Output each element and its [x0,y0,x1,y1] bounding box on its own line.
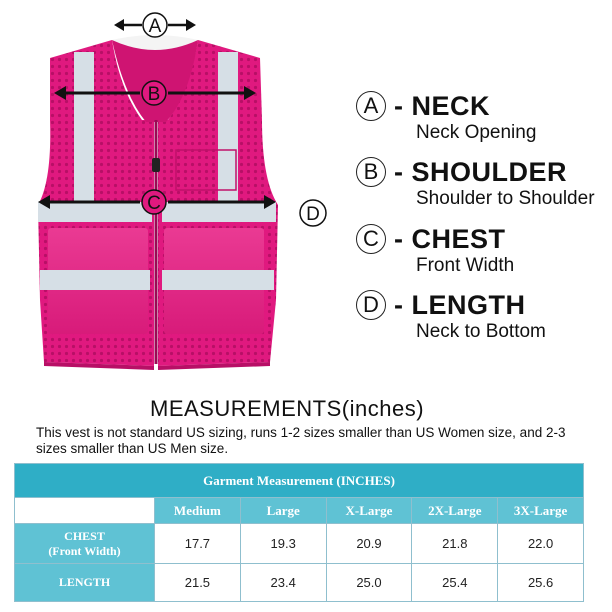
vest-illustration [0,0,300,400]
legend-shoulder [356,154,595,210]
legend-letter-b: B [356,157,386,187]
chest-large: 19.3 [240,524,326,564]
right-vertical-reflective-strip [218,52,238,202]
legend-letter-c: C [356,224,386,254]
legend-name-length: - LENGTH [394,289,526,320]
size-header-x-large: X-Large [326,498,412,524]
legend-name-chest: - CHEST [394,223,506,254]
upper-reflective-band-right [162,202,276,222]
legend-letter-a: A [356,91,386,121]
size-header-large: Large [240,498,326,524]
svg-text:B: B [147,84,161,105]
row-label-length: LENGTH [58,575,111,589]
length-large: 23.4 [240,564,326,602]
chest-x-large: 20.9 [326,524,412,564]
row-header-chest [15,524,155,564]
size-header-2x-large: 2X-Large [412,498,498,524]
length-3x-large: 25.6 [498,564,584,602]
length-x-large: 25.0 [326,564,412,602]
legend-name-shoulder: - SHOULDER [394,156,567,187]
legend-name-neck: - NECK [394,90,490,121]
legend-neck [356,88,536,144]
chest-3x-large: 22.0 [498,524,584,564]
row-header-length [15,564,155,602]
upper-reflective-band-left [38,202,152,222]
size-chart-table [14,463,584,602]
sizing-note: This vest is not standard US sizing, runs 1-2 sizes smaller than US Women size, and 2-3 sizes smaller than US Men size. [36,425,566,456]
legend-desc-chest: Front Width [416,255,515,276]
left-vertical-reflective-strip [74,52,94,202]
table-title: Garment Measurement (INCHES) [15,464,584,498]
chest-2x-large: 21.8 [412,524,498,564]
length-2x-large: 25.4 [412,564,498,602]
zipper-pull [152,158,160,172]
legend-desc-neck: Neck Opening [416,122,537,143]
size-header-3x-large: 3X-Large [498,498,584,524]
svg-text:D: D [306,204,320,225]
row-sublabel-chest: (Front Width) [48,543,121,558]
marker-d-circle [298,198,328,228]
table-corner-cell [15,498,155,524]
legend-letter-d: D [356,290,386,320]
svg-text:A: A [148,16,162,37]
table-row [15,524,584,564]
legend-chest [356,221,514,277]
legend-length [356,287,546,343]
legend-desc-length: Neck to Bottom [416,321,546,342]
length-medium: 21.5 [155,564,241,602]
lower-reflective-band-left [40,270,150,290]
size-header-medium: Medium [155,498,241,524]
marker-a-neck [114,13,196,37]
measurements-title: MEASUREMENTS(inches) [150,396,425,421]
lower-reflective-band-right [162,270,274,290]
svg-text:C: C [147,193,161,214]
table-row [15,564,584,602]
legend-desc-shoulder: Shoulder to Shoulder [416,188,595,209]
chest-medium: 17.7 [155,524,241,564]
row-label-chest: CHEST [64,528,105,543]
